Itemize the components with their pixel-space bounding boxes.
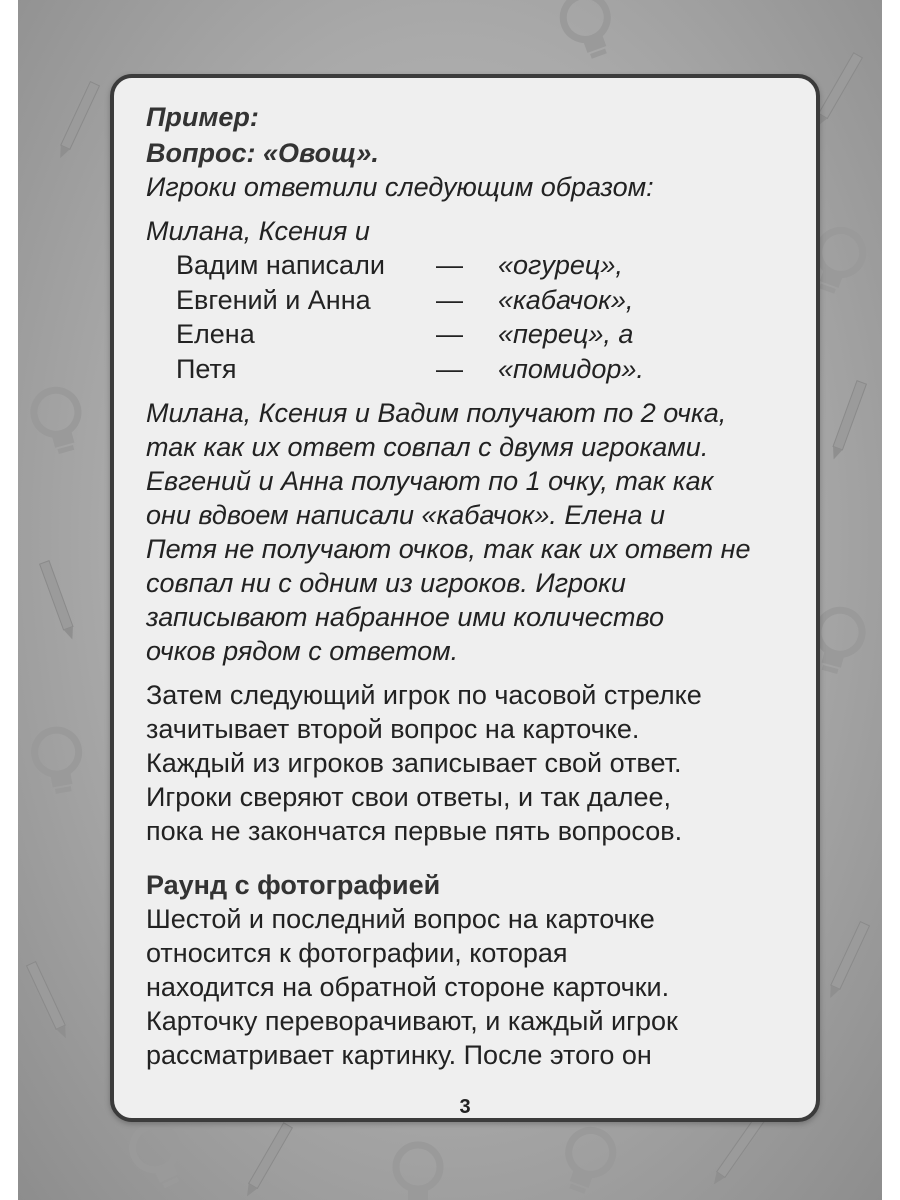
answer-who: Вадим написали bbox=[176, 250, 385, 280]
explanation-line: так как их ответ совпал с двумя игроками. bbox=[146, 432, 709, 462]
answer-text: «огурец», bbox=[498, 250, 623, 280]
next-question-paragraph bbox=[146, 678, 806, 848]
pencil-icon bbox=[27, 962, 71, 1041]
pencil-icon bbox=[826, 922, 870, 1001]
answer-row bbox=[146, 248, 806, 283]
lightbulb-icon bbox=[556, 1124, 619, 1198]
answer-dash: — bbox=[436, 284, 463, 315]
explanation-line: они вдвоем написали «кабачок». Елена и bbox=[146, 500, 666, 530]
card-content bbox=[146, 100, 806, 1072]
photo-round-section bbox=[146, 868, 806, 1072]
pencil-icon bbox=[56, 82, 100, 161]
paragraph-line: Затем следующий игрок по часовой стрелке bbox=[146, 680, 702, 710]
answer-text: «перец», а bbox=[498, 319, 634, 349]
page-number: 3 bbox=[459, 1096, 471, 1118]
paragraph-line: относится к фотографии, которая bbox=[146, 938, 568, 968]
pencil-icon bbox=[829, 381, 866, 461]
example-explanation bbox=[146, 396, 806, 668]
lightbulb-icon bbox=[29, 385, 88, 457]
paragraph-line: Карточку переворачивают, и каждый игрок bbox=[146, 1006, 678, 1036]
paragraph-line: Каждый из игроков записывает свой ответ. bbox=[146, 748, 682, 778]
answer-who: Евгений и Анна bbox=[176, 284, 371, 315]
answer-row bbox=[146, 352, 806, 387]
page-margin-right bbox=[882, 0, 900, 1200]
paragraph-line: Игроки сверяют свои ответы, и так далее, bbox=[146, 782, 671, 812]
paragraph-line: находится на обратной стороне карточки. bbox=[146, 972, 670, 1002]
example-title: Пример: bbox=[146, 102, 259, 132]
answer-row bbox=[146, 283, 806, 318]
example-question: Вопрос: «Овощ». bbox=[146, 138, 379, 168]
answer-row bbox=[146, 317, 806, 352]
lightbulb-icon bbox=[125, 1119, 192, 1195]
paragraph-line: Шестой и последний вопрос на карточке bbox=[146, 904, 655, 934]
explanation-line: Петя не получают очков, так как их ответ не bbox=[146, 534, 751, 564]
answers-first-line: Милана, Ксения и bbox=[146, 216, 370, 246]
answer-who: Елена bbox=[176, 319, 255, 349]
photo-round-title: Раунд с фотографией bbox=[146, 870, 441, 900]
lightbulb-icon bbox=[557, 0, 620, 64]
explanation-line: записывают набранное ими количество bbox=[146, 602, 665, 632]
answer-who: Петя bbox=[176, 353, 237, 384]
answer-dash: — bbox=[436, 319, 463, 349]
example-intro: Игроки ответили следующим образом: bbox=[146, 172, 654, 202]
answers-block bbox=[146, 214, 806, 386]
explanation-line: Милана, Ксения и Вадим получают по 2 очка, bbox=[146, 398, 727, 428]
answer-dash: — bbox=[436, 250, 463, 280]
pencil-icon bbox=[40, 561, 77, 641]
paragraph-line: рассматривает картинку. После этого он bbox=[146, 1040, 652, 1070]
pencil-icon bbox=[813, 53, 863, 129]
explanation-line: совпал ни с одним из игроков. Игроки bbox=[146, 568, 626, 598]
rules-card bbox=[110, 74, 820, 1122]
answer-text: «помидор». bbox=[498, 353, 644, 384]
lightbulb-icon bbox=[31, 727, 85, 797]
paragraph-line: пока не закончатся первые пять вопросов. bbox=[146, 816, 683, 846]
page-margin-left bbox=[0, 0, 18, 1200]
pencil-icon bbox=[710, 1114, 765, 1187]
page-background bbox=[18, 0, 882, 1200]
lightbulb-icon bbox=[396, 1145, 440, 1200]
explanation-line: очков рядом с ответом. bbox=[146, 636, 459, 666]
pencil-icon bbox=[243, 1123, 293, 1199]
explanation-line: Евгений и Анна получают по 1 очку, так как bbox=[146, 466, 714, 496]
paragraph-line: зачитывает второй вопрос на карточке. bbox=[146, 714, 640, 744]
answer-text: «кабачок», bbox=[498, 284, 634, 315]
answer-dash: — bbox=[436, 353, 463, 384]
